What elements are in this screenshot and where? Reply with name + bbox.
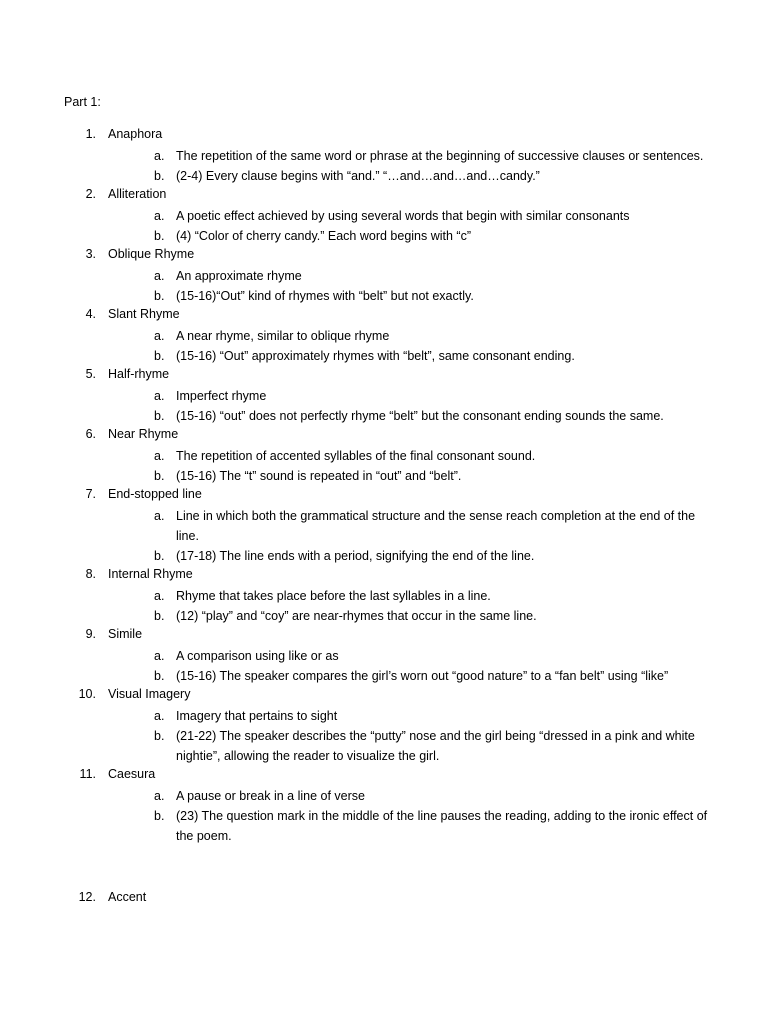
sub-item-a <box>0 386 716 406</box>
item-term: Accent <box>108 890 147 904</box>
sub-item-letter: a. <box>154 589 165 603</box>
list-item <box>0 426 768 486</box>
list-item <box>0 766 768 846</box>
item-title <box>0 186 768 206</box>
sub-item-a <box>0 266 716 286</box>
sub-item-letter: a. <box>154 709 165 723</box>
sub-item-b <box>0 806 716 846</box>
sub-item-a <box>0 506 716 546</box>
sub-item-text: An approximate rhyme <box>176 269 302 283</box>
sub-item-letter: a. <box>154 509 165 523</box>
list-item <box>0 366 768 426</box>
sub-item-text: (15-16) “Out” approximately rhymes with “belt”, same consonant ending. <box>176 349 575 363</box>
sub-item-a <box>0 326 716 346</box>
item-title <box>0 486 768 506</box>
sub-item-text: The repetition of the same word or phrase at the beginning of successive clauses or sentences. <box>176 149 704 163</box>
sub-item-text: Imagery that pertains to sight <box>176 709 338 723</box>
sub-item-b <box>0 166 716 186</box>
sub-item-text: (15-16) The speaker compares the girl’s worn out “good nature” to a “fan belt” using “like” <box>176 669 669 683</box>
sub-item-text: (4) “Color of cherry candy.” Each word begins with “c” <box>176 229 472 243</box>
sub-item-text: Imperfect rhyme <box>176 389 267 403</box>
sub-item-letter: b. <box>154 169 165 183</box>
sub-item-letter: a. <box>154 269 165 283</box>
sub-item-a <box>0 586 716 606</box>
item-title <box>0 246 768 266</box>
sub-item-a <box>0 706 716 726</box>
sub-item-b <box>0 346 716 366</box>
sub-item-text: A near rhyme, similar to oblique rhyme <box>176 329 390 343</box>
sub-item-text: (15-16) “out” does not perfectly rhyme “belt” but the consonant ending sounds the same. <box>176 409 664 423</box>
sub-item-text: A pause or break in a line of verse <box>176 789 366 803</box>
sub-item-text: Line in which both the grammatical structure and the sense reach completion at the end of the line. <box>176 509 696 543</box>
sub-item-letter: a. <box>154 789 165 803</box>
item-title <box>0 306 768 326</box>
sub-item-text: (15-16)“Out” kind of rhymes with “belt” but not exactly. <box>176 289 474 303</box>
item-number: 5. <box>85 367 96 381</box>
sub-item-text: A comparison using like or as <box>176 649 339 663</box>
sub-item-letter: a. <box>154 649 165 663</box>
item-title <box>0 426 768 446</box>
list-item <box>0 686 768 766</box>
item-title <box>0 566 768 586</box>
sub-item-b <box>0 406 716 426</box>
item-term: Half-rhyme <box>108 367 170 381</box>
sub-item-a <box>0 786 716 806</box>
list-item <box>0 186 768 246</box>
sub-item-text: (15-16) The “t” sound is repeated in “out” and “belt”. <box>176 469 462 483</box>
item-number: 12. <box>78 890 96 904</box>
sub-item-text: (21-22) The speaker describes the “putty” nose and the girl being “dressed in a pink and white nightie”, allowing the reader to visualize the girl. <box>176 729 695 763</box>
sub-item-letter: b. <box>154 669 165 683</box>
sub-item-b <box>0 726 716 766</box>
sub-item-text: Rhyme that takes place before the last syllables in a line. <box>176 589 491 603</box>
item-number: 3. <box>85 247 96 261</box>
sub-item-letter: a. <box>154 209 165 223</box>
sub-item-letter: b. <box>154 549 165 563</box>
list-item <box>0 566 768 626</box>
item-number: 9. <box>85 627 96 641</box>
item-number: 2. <box>85 187 96 201</box>
sub-item-text: (2-4) Every clause begins with “and.” “…and…and…and…candy.” <box>176 169 540 183</box>
item-title <box>0 686 768 706</box>
sub-item-b <box>0 666 716 686</box>
list-item <box>0 889 768 909</box>
sub-item-text: (23) The question mark in the middle of the line pauses the reading, adding to the ironic effect of the poem. <box>176 809 708 843</box>
sub-item-text: (17-18) The line ends with a period, signifying the end of the line. <box>176 549 535 563</box>
spacer <box>0 846 768 889</box>
item-term: Visual Imagery <box>108 687 191 701</box>
item-term: Near Rhyme <box>108 427 179 441</box>
sub-item-letter: b. <box>154 729 165 743</box>
list-item <box>0 626 768 686</box>
list-item <box>0 246 768 306</box>
sub-item-b <box>0 606 716 626</box>
sub-item-b <box>0 546 716 566</box>
sub-item-text: A poetic effect achieved by using several words that begin with similar consonants <box>176 209 630 223</box>
list-item <box>0 486 768 566</box>
sub-item-letter: a. <box>154 449 165 463</box>
item-number: 10. <box>78 687 96 701</box>
sub-item-letter: b. <box>154 609 165 623</box>
item-term: End-stopped line <box>108 487 202 501</box>
part-heading: Part 1: <box>64 95 101 109</box>
item-title <box>0 766 768 786</box>
sub-item-letter: b. <box>154 409 165 423</box>
sub-item-b <box>0 286 716 306</box>
sub-item-a <box>0 206 716 226</box>
item-term: Oblique Rhyme <box>108 247 195 261</box>
list-item <box>0 126 768 186</box>
sub-item-letter: a. <box>154 329 165 343</box>
device-list <box>0 126 768 909</box>
sub-item-b <box>0 466 716 486</box>
item-title <box>0 626 768 646</box>
sub-item-a <box>0 446 716 466</box>
item-term: Internal Rhyme <box>108 567 193 581</box>
item-term: Caesura <box>108 767 156 781</box>
item-term: Slant Rhyme <box>108 307 180 321</box>
item-term: Alliteration <box>108 187 167 201</box>
sub-item-text: (12) “play” and “coy” are near-rhymes that occur in the same line. <box>176 609 537 623</box>
item-number: 1. <box>85 127 96 141</box>
sub-item-letter: a. <box>154 149 165 163</box>
sub-item-text: The repetition of accented syllables of the final consonant sound. <box>176 449 536 463</box>
item-number: 7. <box>85 487 96 501</box>
sub-item-letter: b. <box>154 229 165 243</box>
list-item <box>0 306 768 366</box>
sub-item-letter: a. <box>154 389 165 403</box>
item-title <box>0 126 768 146</box>
item-title <box>0 889 768 909</box>
item-number: 8. <box>85 567 96 581</box>
sub-item-letter: b. <box>154 289 165 303</box>
item-term: Anaphora <box>108 127 163 141</box>
sub-item-a <box>0 646 716 666</box>
item-number: 6. <box>85 427 96 441</box>
item-term: Simile <box>108 627 143 641</box>
sub-item-b <box>0 226 716 246</box>
sub-item-a <box>0 146 716 166</box>
item-number: 4. <box>85 307 96 321</box>
item-number: 11. <box>79 767 96 781</box>
sub-item-letter: b. <box>154 349 165 363</box>
item-title <box>0 366 768 386</box>
sub-item-letter: b. <box>154 809 165 823</box>
sub-item-letter: b. <box>154 469 165 483</box>
